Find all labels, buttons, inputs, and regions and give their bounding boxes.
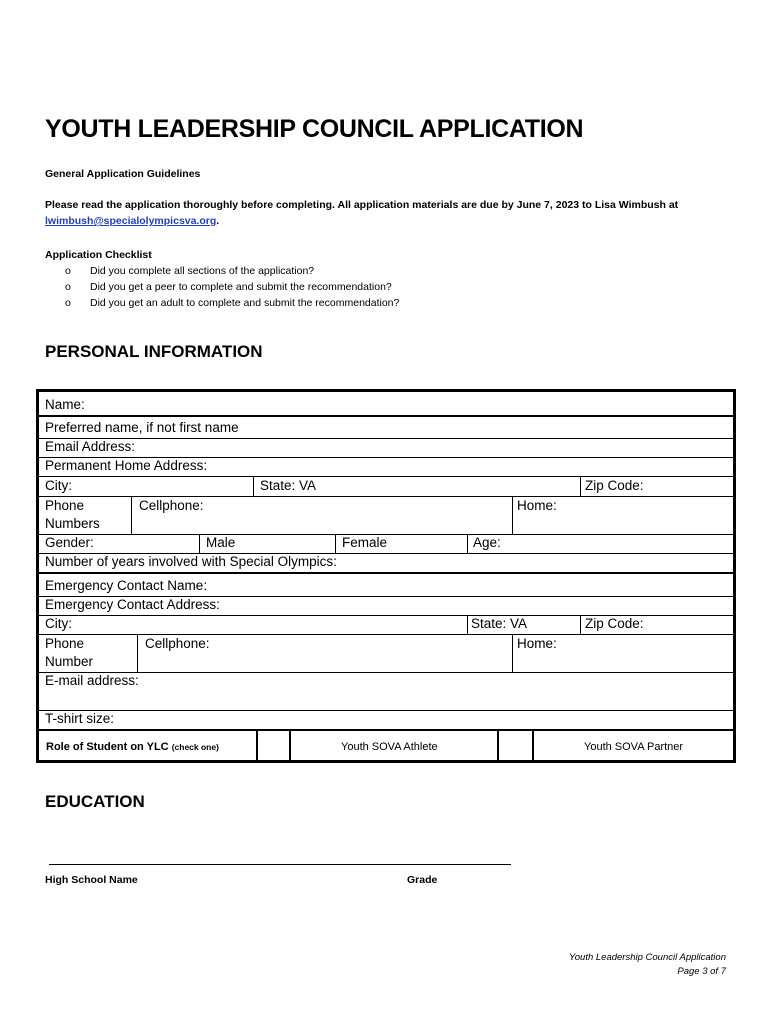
phone-numbers-label-1: Phone [45, 498, 85, 513]
email-suffix: . [216, 215, 220, 227]
zip-label: Zip Code: [585, 478, 644, 493]
email-label: Email Address: [45, 439, 136, 454]
email-link[interactable]: lwimbush@specialolympicsva.org [45, 215, 217, 227]
male-option: Male [206, 535, 236, 550]
row-divider [39, 710, 733, 711]
education-heading: EDUCATION [45, 792, 145, 811]
section-divider [39, 729, 733, 731]
col-divider [580, 476, 581, 496]
col-divider [199, 534, 200, 553]
emergency-state-label: State: VA [471, 616, 528, 631]
checklist-item-text: Did you get an adult to complete and submit the recommendation? [90, 297, 400, 309]
checklist-item [45, 263, 399, 279]
emergency-cellphone-label: Cellphone: [145, 636, 210, 651]
col-divider [467, 534, 468, 553]
personal-info-form [36, 389, 736, 763]
emergency-home-phone-label: Home: [517, 636, 557, 651]
emergency-address-label: Emergency Contact Address: [45, 597, 220, 612]
cellphone-label: Cellphone: [139, 498, 204, 513]
city-label: City: [45, 478, 72, 493]
home-address-label: Permanent Home Address: [45, 458, 208, 473]
guidelines-text: Please read the application thoroughly before completing. All application materials are due by June 7, 2023 to Lisa Wimbush at [45, 199, 679, 211]
checklist-item [45, 295, 399, 311]
bullet-icon: o [65, 297, 71, 309]
role-partner-option: Youth SOVA Partner [584, 741, 684, 753]
phone-numbers-label-2: Numbers [45, 516, 100, 531]
col-divider [335, 534, 336, 553]
col-divider [467, 615, 468, 634]
checklist-item [45, 279, 399, 295]
col-divider [137, 634, 138, 672]
emergency-zip-label: Zip Code: [585, 616, 644, 631]
footer-page-number: Page 3 of 7 [677, 966, 726, 977]
role-athlete-option: Youth SOVA Athlete [341, 741, 438, 753]
female-option: Female [342, 535, 388, 550]
years-involved-label: Number of years involved with Special Olympics: [45, 554, 337, 569]
checklist-item-text: Did you complete all sections of the application? [90, 265, 315, 277]
bullet-icon: o [65, 265, 71, 277]
partner-checkbox[interactable] [499, 731, 532, 763]
col-divider [580, 615, 581, 634]
athlete-checkbox[interactable] [258, 731, 289, 763]
page-footer [569, 951, 726, 979]
preferred-name-label: Preferred name, if not first name [45, 420, 239, 435]
application-checklist [45, 247, 399, 311]
row-divider [39, 438, 733, 439]
home-phone-label: Home: [517, 498, 557, 513]
section-divider [39, 572, 733, 574]
personal-info-heading: PERSONAL INFORMATION [45, 342, 263, 361]
col-divider [253, 476, 254, 496]
row-divider [39, 415, 733, 417]
tshirt-size-label: T-shirt size: [45, 711, 115, 726]
col-divider [512, 496, 513, 534]
gender-label: Gender: [45, 535, 94, 550]
page-title: YOUTH LEADERSHIP COUNCIL APPLICATION [45, 115, 584, 143]
emergency-name-label: Emergency Contact Name: [45, 578, 208, 593]
age-label: Age: [473, 535, 501, 550]
role-hint: (check one) [171, 742, 219, 752]
grade-label: Grade [407, 874, 438, 886]
name-label: Name: [45, 397, 85, 412]
col-divider [289, 729, 291, 763]
high-school-label: High School Name [45, 874, 138, 886]
checklist-item-text: Did you get a peer to complete and submit the recommendation? [90, 281, 392, 293]
col-divider [512, 634, 513, 672]
row-divider [39, 634, 733, 635]
role-label-text: Role of Student on YLC [46, 741, 169, 753]
row-divider [39, 672, 733, 673]
bullet-icon: o [65, 281, 71, 293]
col-divider [532, 729, 534, 763]
checklist-heading: Application Checklist [45, 249, 152, 261]
footer-title: Youth Leadership Council Application [568, 952, 726, 963]
state-label: State: VA [260, 478, 317, 493]
guidelines-heading: General Application Guidelines [45, 168, 201, 180]
guidelines-email-line [45, 215, 219, 227]
school-grade-line[interactable] [49, 864, 511, 865]
role-label [46, 741, 219, 753]
emergency-email-label: E-mail address: [45, 673, 139, 688]
emergency-city-label: City: [45, 616, 72, 631]
col-divider [131, 496, 132, 534]
emergency-phone-label-2: Number [45, 654, 94, 669]
emergency-phone-label-1: Phone [45, 636, 85, 651]
